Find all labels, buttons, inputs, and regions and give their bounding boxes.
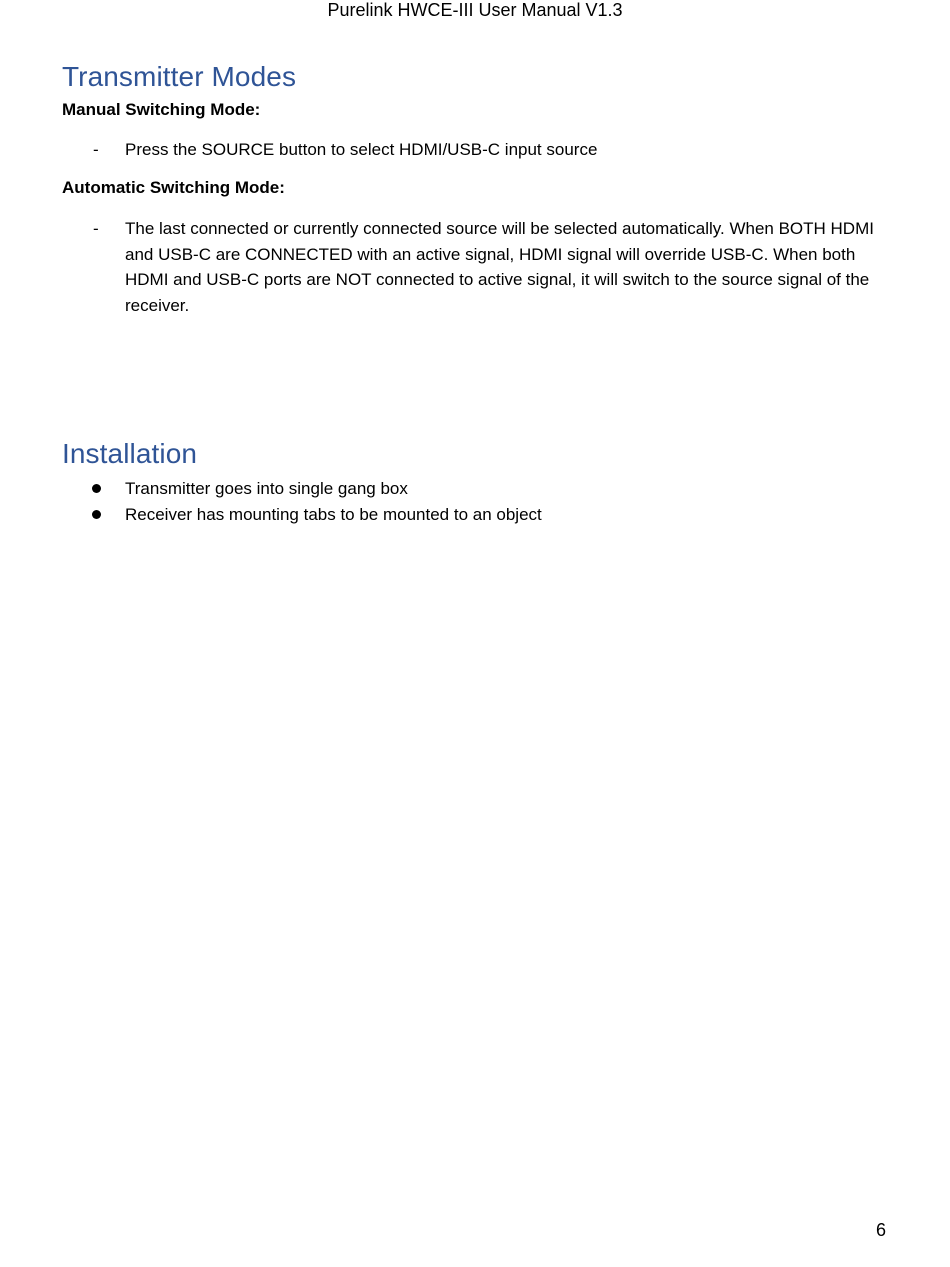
manual-switching-mode-label: Manual Switching Mode: [62,100,261,119]
page-header: Purelink HWCE-III User Manual V1.3 [327,0,623,20]
automatic-switching-mode-label: Automatic Switching Mode: [62,178,285,197]
section-heading-installation: Installation [62,438,198,469]
list-item-text: Press the SOURCE button to select HDMI/USB-C input source [125,140,598,159]
page-number: 6 [876,1220,887,1240]
list-item-text: Receiver has mounting tabs to be mounted to an object [125,505,542,524]
bullet-icon [92,510,101,519]
list-item-automatic-switching [62,216,882,318]
dash-marker: - [93,219,99,238]
list-item-text: The last connected or currently connected source will be selected automatically. When BOTH HDMI and USB-C are CONNECTED with an active signal, HDMI signal will override USB-C. When both HDMI and USB-C ports are NOT connected to active signal, it will switch to the source signal of the receiver. [125,219,874,315]
bullet-icon [92,484,101,493]
list-item-manual-switching [62,137,882,163]
list-item-installation [62,502,882,528]
list-item-installation [62,476,882,502]
list-item-text: Transmitter goes into single gang box [125,479,408,498]
section-heading-transmitter-modes: Transmitter Modes [62,61,297,92]
dash-marker: - [93,140,99,159]
